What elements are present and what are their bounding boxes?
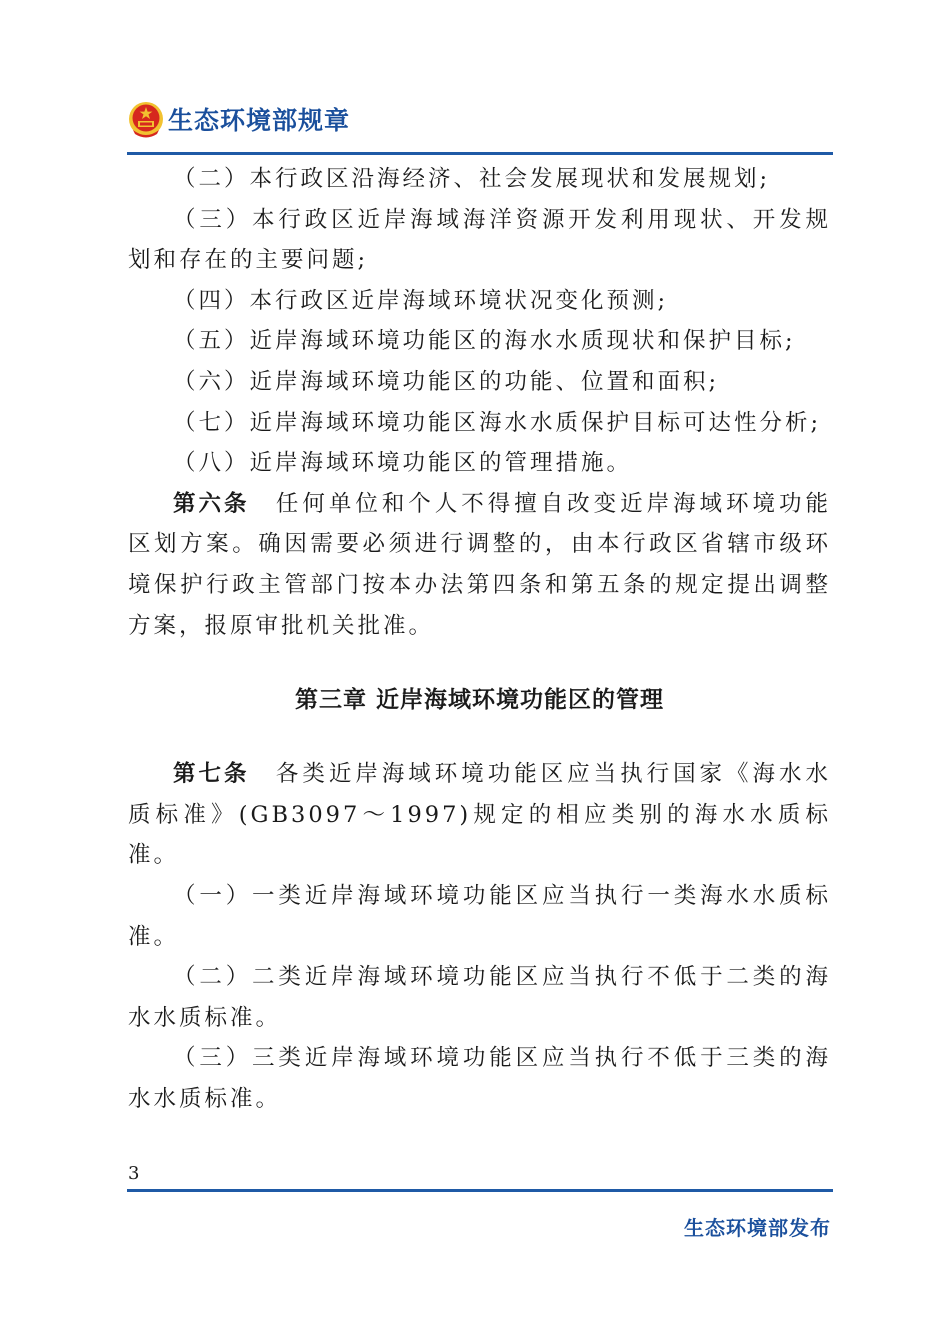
list-item (128, 159, 831, 200)
paragraph-text: （二）二类近岸海域环境功能区应当执行不低于二类的海水水质标准。 (128, 964, 831, 1031)
paragraph-text: 各类近岸海域环境功能区应当执行国家《海水水质标准》(GB3097～1997)规定的相应类别的海水水质标准。 (128, 761, 831, 869)
paragraph-text: （四）本行政区近岸海域环境状况变化预测; (173, 287, 669, 314)
paragraph-text: （三）三类近岸海域环境功能区应当执行不低于三类的海水水质标准。 (128, 1045, 831, 1112)
chapter-heading: 第三章 近岸海域环境功能区的管理 (294, 687, 664, 714)
header-divider (127, 152, 833, 155)
paragraph-text: （七）近岸海域环境功能区海水水质保护目标可达性分析; (173, 409, 822, 436)
paragraph-text: （三）本行政区近岸海域海洋资源开发利用现状、开发规划和存在的主要问题; (128, 206, 831, 274)
list-item (128, 362, 831, 403)
paragraph-text: （八）近岸海域环境功能区的管理措施。 (173, 450, 633, 477)
footer-publisher: 生态环境部发布 (684, 1216, 831, 1240)
list-item (128, 321, 831, 362)
article-paragraph (128, 754, 831, 876)
paragraph-text: （五）近岸海域环境功能区的海水水质现状和保护目标; (173, 328, 796, 355)
article-label: 第六条 (173, 490, 250, 517)
footer-divider (127, 1189, 833, 1192)
article-label: 第七条 (173, 761, 250, 788)
section-before-chapter (128, 159, 831, 646)
list-item (128, 403, 831, 444)
paragraph-text: （六）近岸海域环境功能区的功能、位置和面积; (173, 368, 720, 395)
paragraph-text: （二）本行政区沿海经济、社会发展现状和发展规划; (173, 166, 771, 192)
document-body (128, 159, 831, 1119)
page-number: 3 (128, 1163, 140, 1184)
list-item (128, 957, 831, 1038)
national-emblem-icon (128, 100, 164, 138)
header-title: 生态环境部规章 (168, 106, 351, 135)
article-paragraph (128, 484, 831, 646)
list-item (128, 200, 831, 281)
list-item (128, 443, 831, 484)
list-item (128, 876, 831, 957)
paragraph-text: （一）一类近岸海域环境功能区应当执行一类海水水质标准。 (128, 882, 831, 950)
list-item (128, 1038, 831, 1119)
list-item (128, 281, 831, 322)
section-after-chapter (128, 754, 831, 1119)
paragraph-text: 任何单位和个人不得擅自改变近岸海域环境功能区划方案。确因需要必须进行调整的，由本行政区省辖市级环境保护行政主管部门按本办法第四条和第五条的规定提出调整方案，报原审批机关批准。 (128, 490, 831, 639)
